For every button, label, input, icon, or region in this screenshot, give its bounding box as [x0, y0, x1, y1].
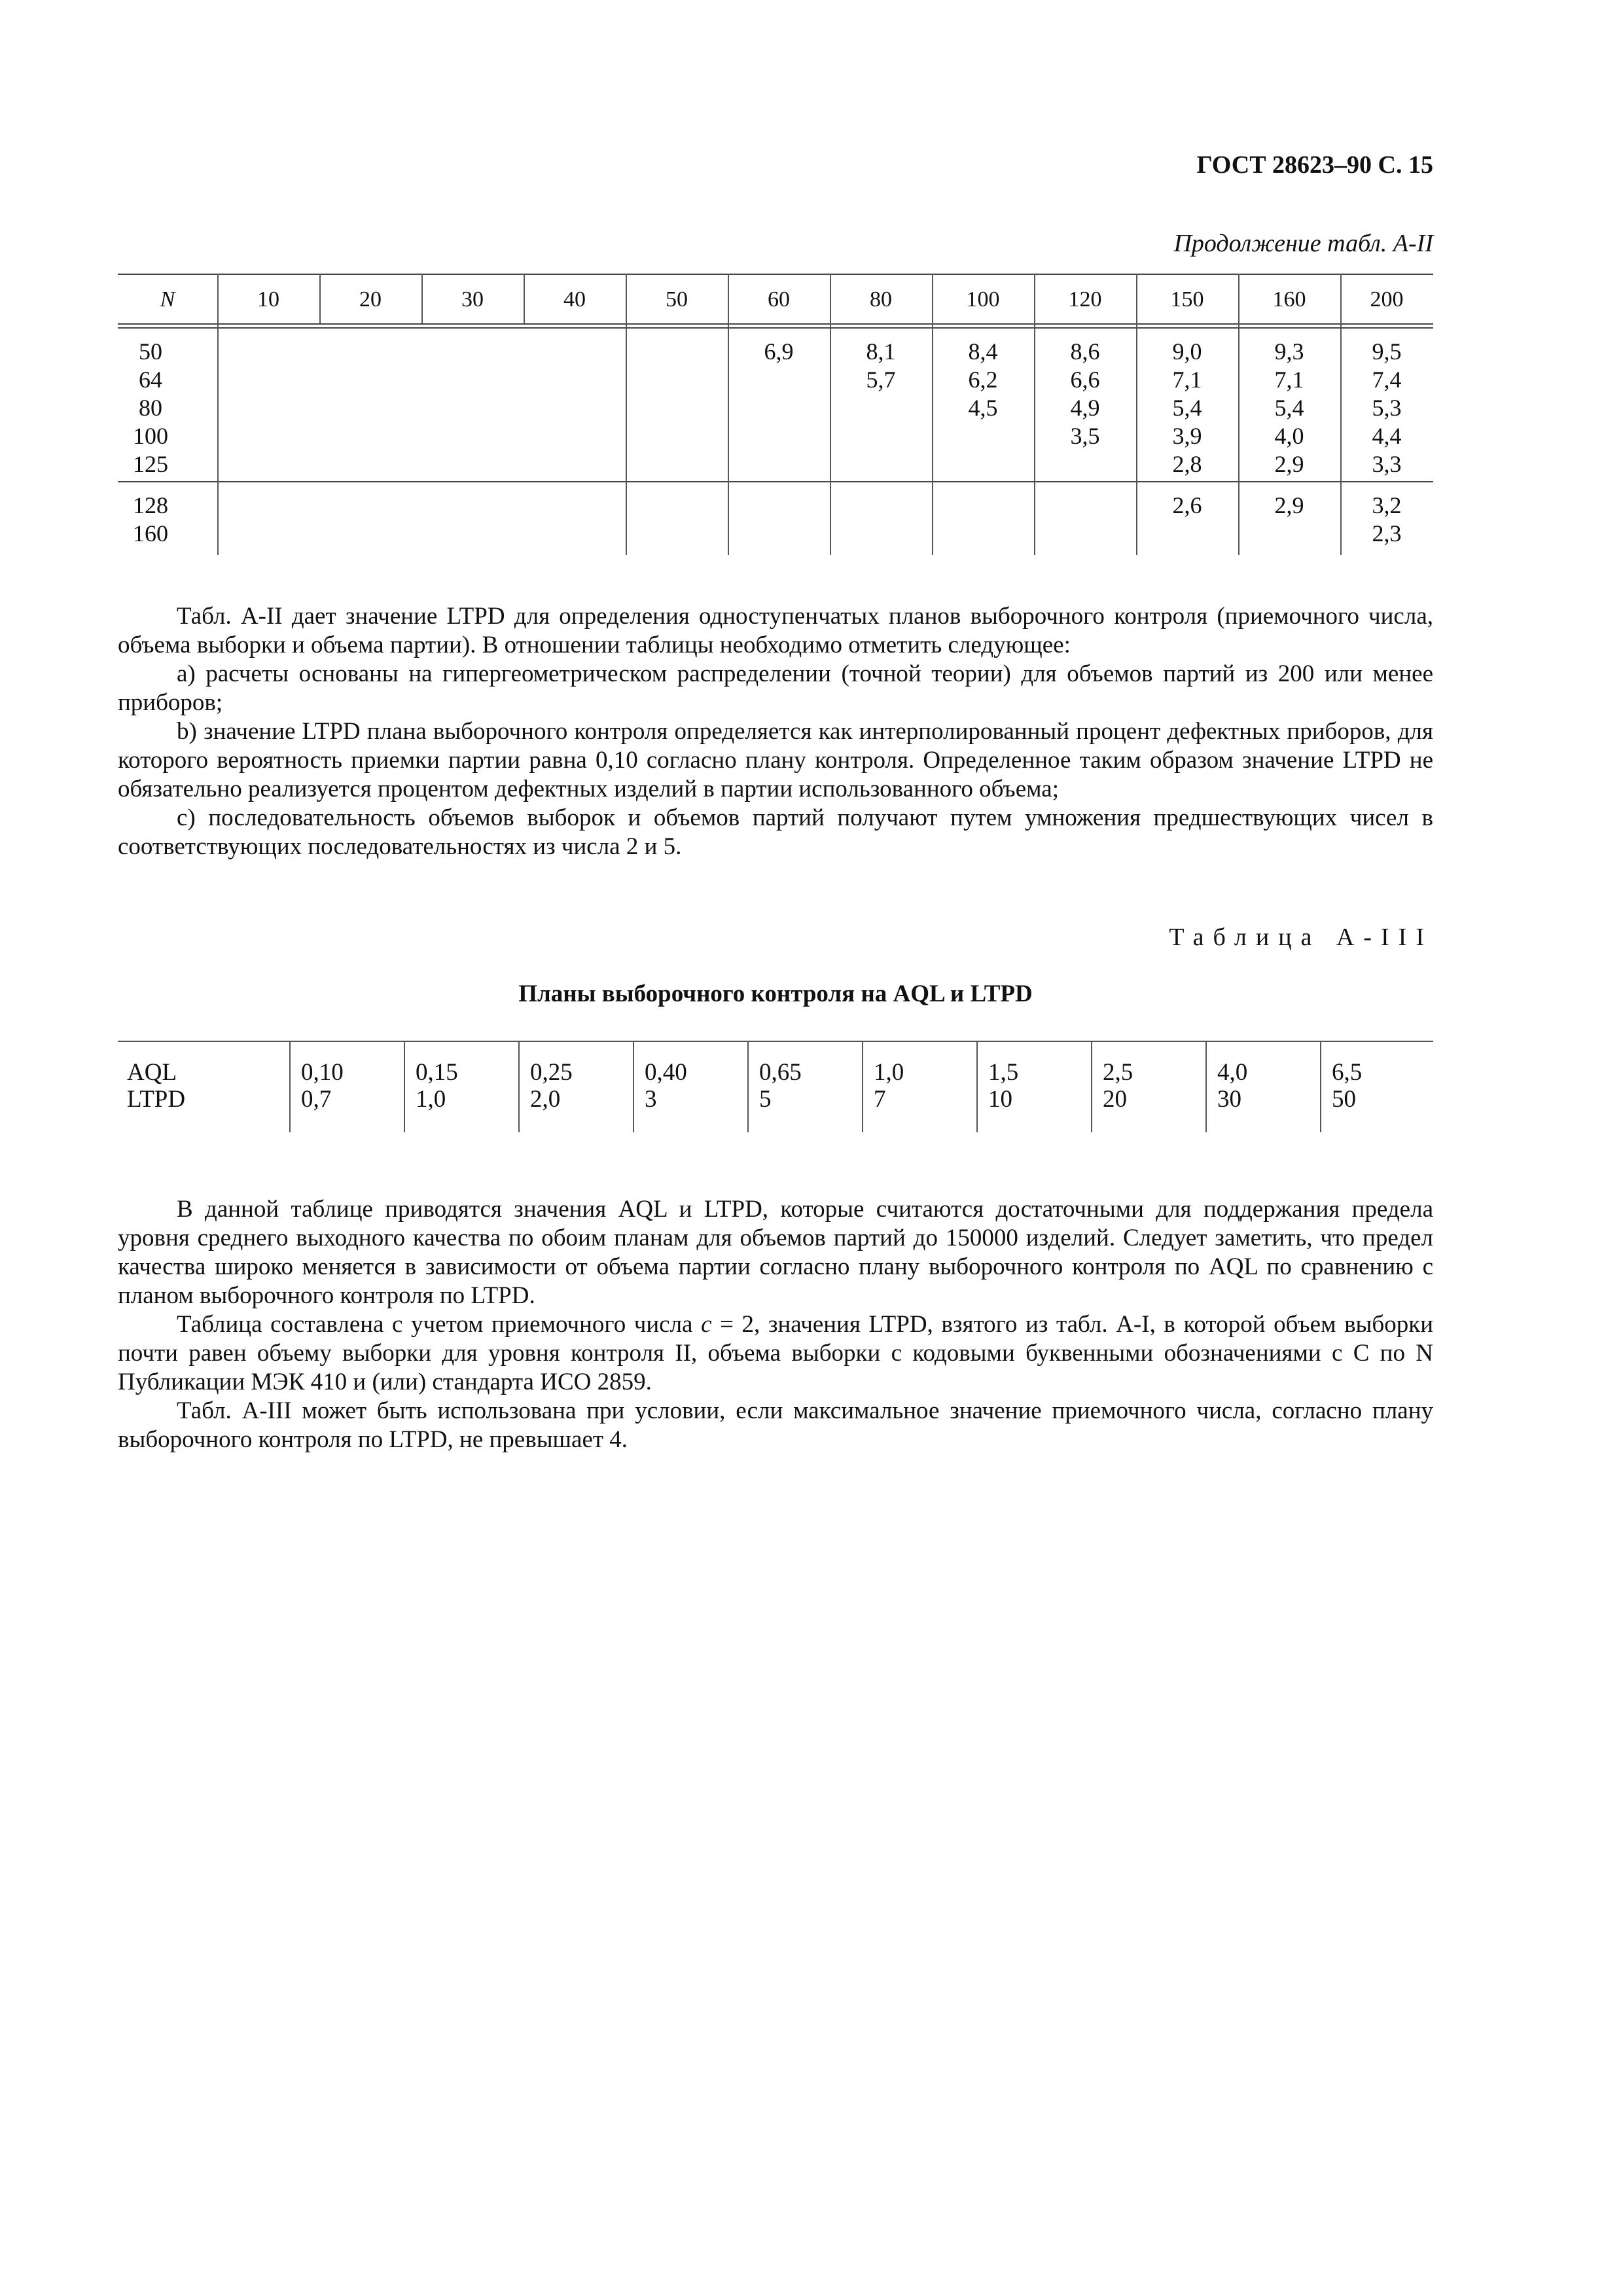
table-cell: 3,3 — [1372, 451, 1402, 477]
table-col-divider — [626, 274, 627, 555]
table-continuation-label: Продолжение табл. A-II — [1173, 230, 1433, 257]
column-header: 40 — [563, 287, 586, 312]
table-header-rule — [118, 323, 1433, 325]
paragraph: Табл. A-III может быть использована при условии, если максимальное значение приемочного числа, согласно плану выборочного контроля по LTPD, не превышает 4. — [118, 1397, 1433, 1453]
row-label: 80 — [139, 395, 162, 421]
table-cell: 4,4 — [1372, 423, 1402, 449]
table-cell: 3,9 — [1172, 423, 1202, 449]
ltpd-value: 30 — [1217, 1086, 1241, 1113]
table-cell: 2,8 — [1172, 451, 1202, 477]
table-cell: 9,5 — [1372, 338, 1402, 365]
ltpd-value: 7 — [874, 1086, 886, 1113]
paragraph: a) расчеты основаны на гипергеометрическом распределении (точной теории) для объемов партий из 200 или менее приборов; — [118, 660, 1433, 716]
column-header: 100 — [966, 287, 1000, 312]
table-col-divider — [1320, 1042, 1321, 1132]
column-header: 60 — [768, 287, 790, 312]
paragraph: b) значение LTPD плана выборочного контроля определяется как интерполированный процент дефектных приборов, для которого вероятность приемки партии равна 0,10 согласно плану контроля. Определенное таким образом значение LTPD не обязательно реализуется процентом дефектных изделий в партии использованного объема; — [118, 718, 1433, 802]
acceptance-number-symbol: c — [701, 1311, 712, 1338]
table-col-divider — [633, 1042, 634, 1132]
table-cell: 6,2 — [968, 367, 998, 393]
text-block-explanation — [118, 1195, 1433, 1454]
table-cell: 5,7 — [866, 367, 896, 393]
aql-value: 0,65 — [759, 1059, 802, 1086]
paragraph: Табл. A-II дает значение LTPD для определения одноступенчатых планов выборочного контроля (приемочного числа, объема выборки и объема партии). В отношении таблицы необходимо отметить следующее: — [118, 603, 1433, 658]
table-cell: 2,9 — [1274, 492, 1304, 518]
table-cell: 7,4 — [1372, 367, 1402, 393]
aql-value: 6,5 — [1332, 1059, 1363, 1086]
table-group-rule — [118, 481, 1433, 482]
aql-value: 2,5 — [1103, 1059, 1133, 1086]
table-cell: 7,1 — [1172, 367, 1202, 393]
table-col-divider — [217, 274, 219, 555]
row-label: 50 — [139, 338, 162, 365]
table-col-divider — [862, 1042, 863, 1132]
column-header: 30 — [461, 287, 484, 312]
table-col-divider — [747, 1042, 749, 1132]
column-header: 200 — [1370, 287, 1404, 312]
table-col-divider — [1091, 1042, 1092, 1132]
ltpd-value: 0,7 — [301, 1086, 332, 1113]
ltpd-value: 5 — [759, 1086, 772, 1113]
table-cell: 5,3 — [1372, 395, 1402, 421]
column-header: 10 — [257, 287, 279, 312]
text-block-notes — [118, 602, 1433, 861]
column-header: 150 — [1170, 287, 1204, 312]
table-cell: 5,4 — [1172, 395, 1202, 421]
table-cell: 9,0 — [1172, 338, 1202, 365]
table-cell: 4,9 — [1070, 395, 1100, 421]
row-label: 100 — [133, 423, 168, 449]
table-top-rule — [118, 1041, 1433, 1042]
table-cell: 5,4 — [1274, 395, 1304, 421]
aql-value: 4,0 — [1217, 1059, 1248, 1086]
table-cell: 3,2 — [1372, 492, 1402, 518]
row-label: 128 — [133, 492, 168, 518]
paragraph: В данной таблице приводятся значения AQL и LTPD, которые считаются достаточными для поддержания предела уровня среднего выходного качества по обоим планам для объемов партий до 150000 изделий. Следует заметить, что предел качества широко меняется в зависимости от объема партии согласно плану выборочного контроля по AQL по сравнению с планом выборочного контроля по LTPD. — [118, 1196, 1433, 1309]
table-cell: 8,6 — [1070, 338, 1100, 365]
ltpd-value: 10 — [988, 1086, 1012, 1113]
table-cell: 2,3 — [1372, 520, 1402, 547]
table-col-divider — [1205, 1042, 1207, 1132]
table-a3-label: Таблица A-III — [1169, 924, 1433, 951]
aql-value: 1,0 — [874, 1059, 904, 1086]
paragraph-text: = 2, значения LTPD, взятого из табл. A-I, в которой объем выборки почти равен объему выборки для уровня контроля II, объема выборки с кодовыми буквенными обозначениями с C по N Публикации МЭК 410 и (или) стандарта ИСО 2859. — [118, 1311, 1433, 1395]
row-label-ltpd: LTPD — [127, 1086, 186, 1113]
column-header: 20 — [359, 287, 382, 312]
table-cell: 6,6 — [1070, 367, 1100, 393]
row-label: 160 — [133, 520, 168, 547]
ltpd-value: 2,0 — [530, 1086, 561, 1113]
column-header: 50 — [666, 287, 688, 312]
table-cell: 2,6 — [1172, 492, 1202, 518]
column-header: 160 — [1272, 287, 1306, 312]
ltpd-value: 20 — [1103, 1086, 1127, 1113]
table-cell: 4,0 — [1274, 423, 1304, 449]
paragraph — [118, 1310, 1433, 1397]
aql-value: 0,40 — [645, 1059, 687, 1086]
aql-value: 0,25 — [530, 1059, 573, 1086]
table-col-divider — [518, 1042, 520, 1132]
column-header: 80 — [870, 287, 892, 312]
aql-value: 0,10 — [301, 1059, 344, 1086]
column-header: 120 — [1068, 287, 1102, 312]
table-col-divider — [976, 1042, 978, 1132]
table-col-divider — [404, 1042, 405, 1132]
row-label: 125 — [133, 451, 168, 477]
table-corner-label: N — [160, 287, 175, 312]
table-cell: 2,9 — [1274, 451, 1304, 477]
table-col-divider — [830, 274, 831, 555]
table-cell: 4,5 — [968, 395, 998, 421]
page-header: ГОСТ 28623–90 С. 15 — [1196, 151, 1433, 179]
table-cell: 8,1 — [866, 338, 896, 365]
row-label: 64 — [139, 367, 162, 393]
paragraph-text: Таблица составлена с учетом приемочного числа — [177, 1311, 693, 1338]
table-cell: 9,3 — [1274, 338, 1304, 365]
ltpd-value: 50 — [1332, 1086, 1356, 1113]
paragraph: c) последовательность объемов выборок и объемов партий получают путем умножения предшествующих чисел в соответствующих последовательностях из числа 2 и 5. — [118, 804, 1433, 860]
table-a3 — [118, 1041, 1433, 1139]
row-label-aql: AQL — [127, 1059, 177, 1086]
table-cell: 6,9 — [764, 338, 794, 365]
table-cell: 7,1 — [1274, 367, 1304, 393]
table-a2 — [118, 274, 1433, 555]
table-top-rule — [118, 274, 1433, 275]
table-cell: 8,4 — [968, 338, 998, 365]
aql-value: 1,5 — [988, 1059, 1019, 1086]
aql-value: 0,15 — [416, 1059, 458, 1086]
table-col-divider — [728, 274, 729, 555]
table-cell: 3,5 — [1070, 423, 1100, 449]
ltpd-value: 1,0 — [416, 1086, 446, 1113]
table-a3-title: Планы выборочного контроля на AQL и LTPD — [518, 980, 1033, 1007]
ltpd-value: 3 — [645, 1086, 657, 1113]
table-header-rule-2 — [118, 327, 1433, 329]
table-col-divider — [289, 1042, 291, 1132]
